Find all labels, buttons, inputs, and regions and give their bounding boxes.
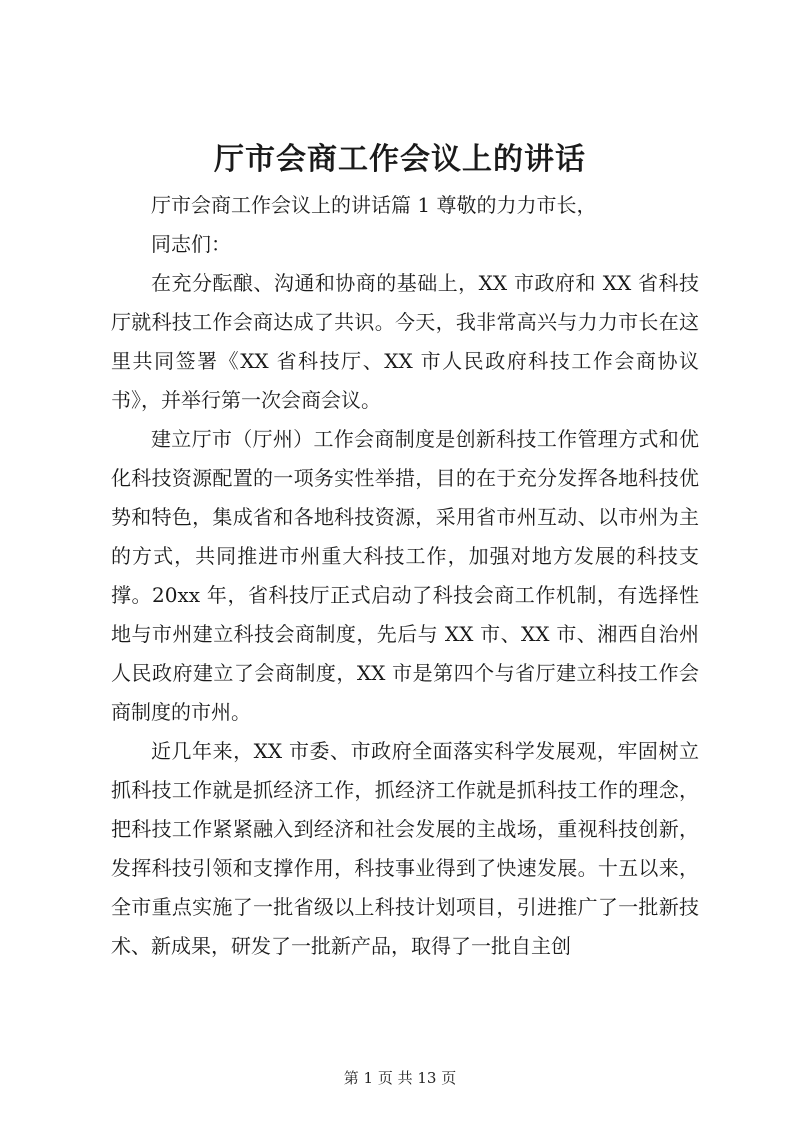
paragraph-1: 厅市会商工作会议上的讲话篇 1 尊敬的力力市长， <box>151 193 597 217</box>
paragraph-2: 同志们： <box>151 232 231 256</box>
document-title: 厅市会商工作会议上的讲话 <box>214 142 586 177</box>
paragraph-4: 建立厅市（厅州）工作会商制度是创新科技工作管理方式和优化科技资源配置的一项务实性举措，目的在于充分发挥各地科技优势和特色，集成省和各地科技资源，采用省市州互动、以市州为主的方式，共同推进市州重大科技工作，加强对地方发展的科技支撑。20xx 年，省科技厅正式启动了科技会商工作机制，有选择性地与市州建立科技会商制度，先后与 XX 市、XX 市、湘西自治州人民政府建立了会商制度，XX 市是第四个与省厅建立科技工作会商制度的市州。 <box>111 427 699 724</box>
paragraph-5: 近几年来，XX 市委、市政府全面落实科学发展观，牢固树立抓科技工作就是抓经济工作，抓经济工作就是抓科技工作的理念，把科技工作紧紧融入到经济和社会发展的主战场，重视科技创新，发挥科技引领和支撑作用，科技事业得到了快速发展。十五以来，全市重点实施了一批省级以上科技计划项目，引进推广了一批新技术、新成果，研发了一批新产品，取得了一批自主创 <box>111 739 699 958</box>
page-number-footer: 第 1 页 共 13 页 <box>343 1069 457 1087</box>
document-body <box>111 186 699 966</box>
paragraph-3: 在充分酝酿、沟通和协商的基础上，XX 市政府和 XX 省科技厅就科技工作会商达成了共识。今天，我非常高兴与力力市长在这里共同签署《XX 省科技厅、XX 市人民政府科技工作会商协议书》，并举行第一次会商会议。 <box>111 271 699 412</box>
